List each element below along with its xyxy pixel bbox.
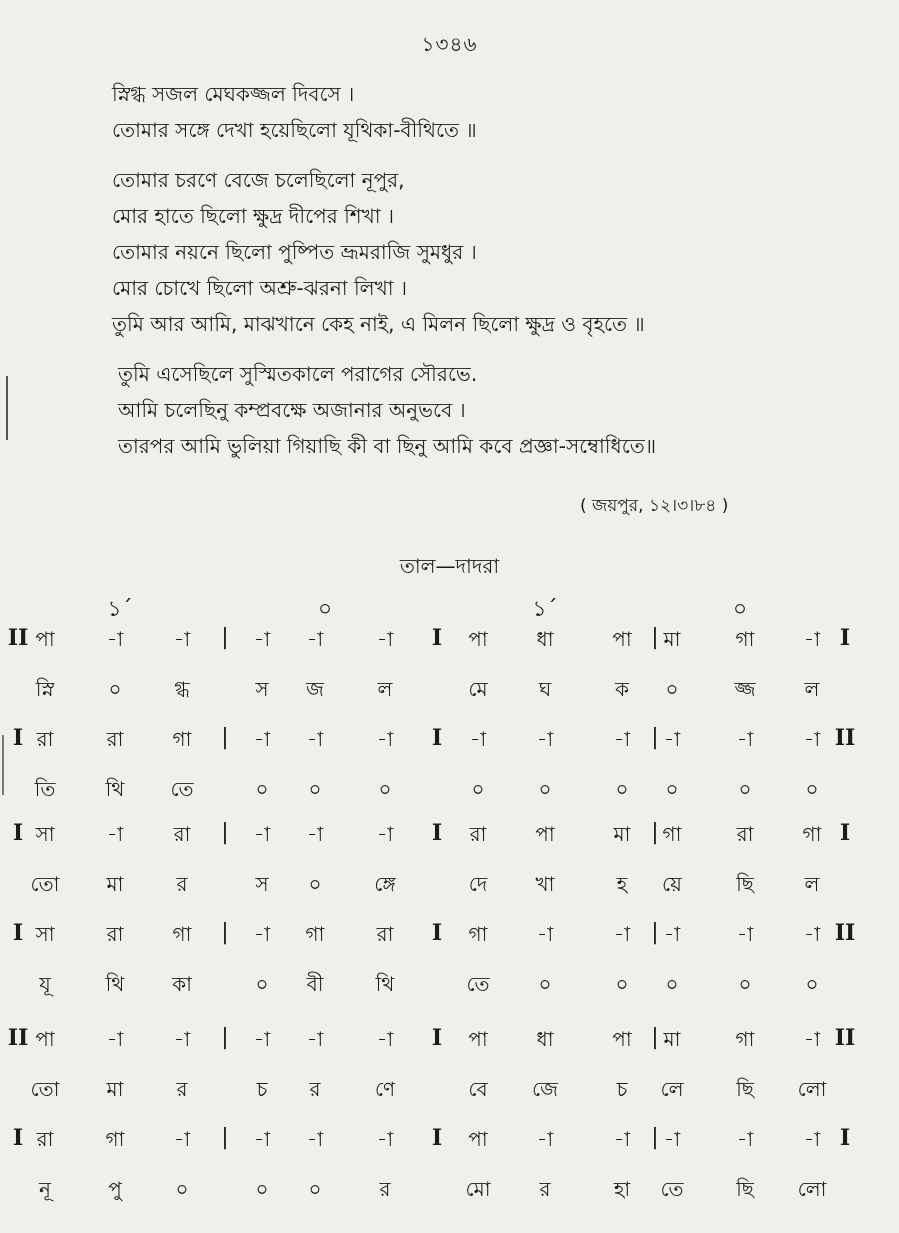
swara-note: মা xyxy=(613,822,631,846)
bar-close-sign: I xyxy=(839,820,851,846)
poem-line: তোমার নয়নে ছিলো পুষ্পিত ভ্রূমরাজি সুমধুর । xyxy=(112,240,477,264)
swara-note: গা xyxy=(172,727,192,751)
swara-note: পা xyxy=(468,1127,488,1151)
lyric-syllable: মা xyxy=(106,1077,124,1101)
swara-note: -া xyxy=(613,1127,631,1151)
swara-note: -া xyxy=(253,1127,271,1151)
lyric-syllable: ০ xyxy=(108,677,122,701)
swara-note: পা xyxy=(468,1027,488,1051)
lyric-syllable: তে xyxy=(660,1177,684,1201)
lyric-syllable: তি xyxy=(34,777,56,801)
swara-note: -া xyxy=(803,627,821,651)
swara-note: গা xyxy=(662,822,682,846)
swara-note: -া xyxy=(663,922,681,946)
swara-note: -া xyxy=(803,1127,821,1151)
lyric-syllable: স xyxy=(255,872,269,896)
poem-line: তুমি আর আমি, মাঝখানে কেহ নাই, এ মিলন ছিলো ক্ষুদ্র ও বৃহতে ॥ xyxy=(112,312,645,336)
lyric-syllable: খা xyxy=(535,872,555,896)
poem-line: তোমার চরণে বেজে চলেছিলো নূপুর, xyxy=(112,168,405,192)
lyric-syllable: হা xyxy=(613,1177,631,1201)
bar-close-sign: I xyxy=(839,1125,851,1151)
lyric-syllable: থি xyxy=(105,972,125,996)
lyric-syllable: লে xyxy=(660,1077,684,1101)
beat-mark: ১´ xyxy=(107,597,133,622)
swara-note: -া xyxy=(736,727,754,751)
swara-note: -া xyxy=(803,922,821,946)
swara-note: -া xyxy=(803,1027,821,1051)
sub-bar-sign: | xyxy=(651,1125,659,1150)
lyric-syllable: ০ xyxy=(805,777,819,801)
lyric-syllable: বী xyxy=(306,972,324,996)
bar-open-sign: I xyxy=(12,920,24,946)
swara-note: -া xyxy=(306,1127,324,1151)
lyric-syllable: তো xyxy=(30,1077,60,1101)
lyric-syllable: ছি xyxy=(736,1077,754,1101)
swara-note: -া xyxy=(736,922,754,946)
swara-note: পা xyxy=(612,1027,632,1051)
beat-mark: ১´ xyxy=(532,597,558,622)
lyric-syllable: জ্জ xyxy=(734,677,756,701)
lyric-syllable: ল xyxy=(377,677,393,701)
swara-note: গা xyxy=(735,627,755,651)
sub-bar-sign: | xyxy=(221,920,229,945)
lyric-syllable: মে xyxy=(468,677,488,701)
lyric-syllable: ণে xyxy=(374,1077,396,1101)
lyric-syllable: জ xyxy=(306,677,324,701)
lyric-syllable: নূ xyxy=(39,1177,51,1201)
beat-mark: ০ xyxy=(317,597,333,622)
swara-note: -া xyxy=(536,727,554,751)
beat-mark: ০ xyxy=(732,597,748,622)
swara-note: -া xyxy=(736,1127,754,1151)
section-bar-sign: I xyxy=(431,1025,443,1051)
section-bar-sign: I xyxy=(431,625,443,651)
bar-open-sign: II xyxy=(7,1025,29,1051)
bar-close-sign: II xyxy=(834,725,856,751)
swara-note: রা xyxy=(106,727,124,751)
swara-note: গা xyxy=(735,1027,755,1051)
bar-close-sign: II xyxy=(834,920,856,946)
section-bar-sign: I xyxy=(431,1125,443,1151)
bar-close-sign: I xyxy=(839,625,851,651)
lyric-syllable: ০ xyxy=(308,872,322,896)
poem-line: মোর চোখে ছিলো অশ্রু-ঝরনা লিখা । xyxy=(112,276,408,300)
swara-note: পা xyxy=(468,627,488,651)
poem-line: আমি চলেছিনু কম্প্রবক্ষে অজানার অনুভবে । xyxy=(118,398,466,422)
lyric-syllable: গ্ধ xyxy=(174,677,190,701)
lyric-syllable: ০ xyxy=(308,777,322,801)
page-number: ১৩৪৬ xyxy=(421,32,478,56)
lyric-syllable: তে xyxy=(466,972,490,996)
lyric-syllable: বে xyxy=(468,1077,488,1101)
lyric-syllable: ঘ xyxy=(538,677,552,701)
lyric-syllable: থি xyxy=(375,972,395,996)
lyric-syllable: র xyxy=(309,1077,321,1101)
swara-note: -া xyxy=(663,727,681,751)
lyric-syllable: স্নি xyxy=(35,677,55,701)
lyric-syllable: ০ xyxy=(255,777,269,801)
swara-note: ধা xyxy=(536,627,554,651)
section-bar-sign: I xyxy=(431,725,443,751)
lyric-syllable: স xyxy=(255,677,269,701)
lyric-syllable: ছি xyxy=(736,872,754,896)
lyric-syllable: লো xyxy=(797,1077,827,1101)
swara-note: গা xyxy=(105,1127,125,1151)
swara-note: -া xyxy=(376,727,394,751)
lyric-syllable: পু xyxy=(108,1177,122,1201)
lyric-syllable: ক xyxy=(615,677,629,701)
bar-open-sign: II xyxy=(7,625,29,651)
lyric-syllable: চ xyxy=(616,1077,628,1101)
lyric-syllable: ০ xyxy=(538,972,552,996)
sub-bar-sign: | xyxy=(221,725,229,750)
lyric-syllable: ০ xyxy=(665,972,679,996)
sub-bar-sign: | xyxy=(221,820,229,845)
section-bar-sign: I xyxy=(431,920,443,946)
sub-bar-sign: | xyxy=(221,1125,229,1150)
swara-note: -া xyxy=(376,822,394,846)
lyric-syllable: মা xyxy=(106,872,124,896)
swara-note: গা xyxy=(172,922,192,946)
lyric-syllable: ০ xyxy=(738,777,752,801)
lyric-syllable: ০ xyxy=(308,1177,322,1201)
swara-note: -া xyxy=(306,627,324,651)
lyric-syllable: লো xyxy=(797,1177,827,1201)
swara-note: -া xyxy=(376,1027,394,1051)
swara-note: -া xyxy=(663,1127,681,1151)
swara-note: -া xyxy=(173,627,191,651)
lyric-syllable: ০ xyxy=(615,777,629,801)
swara-note: গা xyxy=(305,922,325,946)
sub-bar-sign: | xyxy=(221,625,229,650)
lyric-syllable: জে xyxy=(531,1077,559,1101)
swara-note: -া xyxy=(376,1127,394,1151)
swara-note: -া xyxy=(376,627,394,651)
swara-note: -া xyxy=(253,727,271,751)
swara-note: রা xyxy=(106,922,124,946)
section-bar-sign: I xyxy=(431,820,443,846)
swara-note: রা xyxy=(736,822,754,846)
dateline: ( জয়পুর, ১২।৩।৮৪ ) xyxy=(580,496,729,516)
lyric-syllable: তো xyxy=(30,872,60,896)
swara-note: পা xyxy=(35,627,55,651)
swara-note: -া xyxy=(106,822,124,846)
lyric-syllable: ০ xyxy=(805,972,819,996)
lyric-syllable: ০ xyxy=(665,677,679,701)
swara-note: রা xyxy=(173,822,191,846)
poem-line: স্নিগ্ধ সজল মেঘকজ্জল দিবসে । xyxy=(112,82,355,106)
swara-note: গা xyxy=(802,822,822,846)
lyric-syllable: ল xyxy=(804,872,820,896)
swara-note: রা xyxy=(376,922,394,946)
swara-note: -া xyxy=(306,822,324,846)
swara-note: -া xyxy=(253,922,271,946)
lyric-syllable: র xyxy=(176,1077,188,1101)
lyric-syllable: ০ xyxy=(665,777,679,801)
lyric-syllable: ০ xyxy=(378,777,392,801)
poem-line: তোমার সঙ্গে দেখা হয়েছিলো যূথিকা-বীথিতে ॥ xyxy=(112,118,477,142)
lyric-syllable: র xyxy=(539,1177,551,1201)
lyric-syllable: ০ xyxy=(255,972,269,996)
lyric-syllable: ০ xyxy=(471,777,485,801)
poem-line: মোর হাতে ছিলো ক্ষুদ্র দীপের শিখা । xyxy=(112,204,395,228)
tala-title: তাল—দাদরা xyxy=(399,554,500,578)
lyric-syllable: দে xyxy=(468,872,488,896)
lyric-syllable: কা xyxy=(172,972,192,996)
swara-note: -া xyxy=(469,727,487,751)
lyric-syllable: র xyxy=(176,872,188,896)
swara-note: সা xyxy=(35,922,55,946)
lyric-syllable: ছি xyxy=(736,1177,754,1201)
swara-note: রা xyxy=(36,727,54,751)
sub-bar-sign: | xyxy=(651,625,659,650)
swara-note: -া xyxy=(173,1127,191,1151)
lyric-syllable: মো xyxy=(465,1177,491,1201)
swara-note: পা xyxy=(535,822,555,846)
poem-line: তুমি এসেছিলে সুস্মিতকালে পরাগের সৌরভে. xyxy=(118,362,478,386)
swara-note: গা xyxy=(468,922,488,946)
lyric-syllable: ০ xyxy=(255,1177,269,1201)
bar-close-sign: II xyxy=(834,1025,856,1051)
lyric-syllable: তে xyxy=(170,777,194,801)
sub-bar-sign: | xyxy=(651,725,659,750)
swara-note: -া xyxy=(253,627,271,651)
swara-note: পা xyxy=(612,627,632,651)
swara-note: -া xyxy=(253,1027,271,1051)
swara-note: -া xyxy=(803,727,821,751)
swara-note: -া xyxy=(613,922,631,946)
sub-bar-sign: | xyxy=(651,1025,659,1050)
lyric-syllable: হ xyxy=(616,872,628,896)
swara-note: রা xyxy=(36,1127,54,1151)
swara-note: -া xyxy=(106,1027,124,1051)
swara-note: ধা xyxy=(536,1027,554,1051)
lyric-syllable: থি xyxy=(105,777,125,801)
lyric-syllable: ঙ্গে xyxy=(374,872,396,896)
swara-note: -া xyxy=(536,1127,554,1151)
swara-note: -া xyxy=(253,822,271,846)
lyric-syllable: যূ xyxy=(39,972,51,996)
swara-note: পা xyxy=(35,1027,55,1051)
swara-note: -া xyxy=(306,727,324,751)
lyric-syllable: ০ xyxy=(538,777,552,801)
lyric-syllable: য়ে xyxy=(662,872,682,896)
sub-bar-sign: | xyxy=(221,1025,229,1050)
sub-bar-sign: | xyxy=(651,920,659,945)
lyric-syllable: ০ xyxy=(738,972,752,996)
swara-note: মা xyxy=(663,1027,681,1051)
lyric-syllable: ০ xyxy=(615,972,629,996)
swara-note: -া xyxy=(536,922,554,946)
swara-note: সা xyxy=(35,822,55,846)
lyric-syllable: র xyxy=(379,1177,391,1201)
bar-open-sign: I xyxy=(12,1125,24,1151)
lyric-syllable: ল xyxy=(804,677,820,701)
lyric-syllable: ০ xyxy=(175,1177,189,1201)
swara-note: রা xyxy=(469,822,487,846)
sub-bar-sign: | xyxy=(651,820,659,845)
swara-note: -া xyxy=(306,1027,324,1051)
bar-open-sign: I xyxy=(12,725,24,751)
swara-note: -া xyxy=(106,627,124,651)
swara-note: মা xyxy=(663,627,681,651)
swara-note: -া xyxy=(613,727,631,751)
poem-line: তারপর আমি ভুলিয়া গিয়াছি কী বা ছিনু আমি কবে প্রজ্ঞা-সম্বোধিতে॥ xyxy=(118,434,657,458)
lyric-syllable: চ xyxy=(256,1077,268,1101)
bar-open-sign: I xyxy=(12,820,24,846)
swara-note: -া xyxy=(173,1027,191,1051)
